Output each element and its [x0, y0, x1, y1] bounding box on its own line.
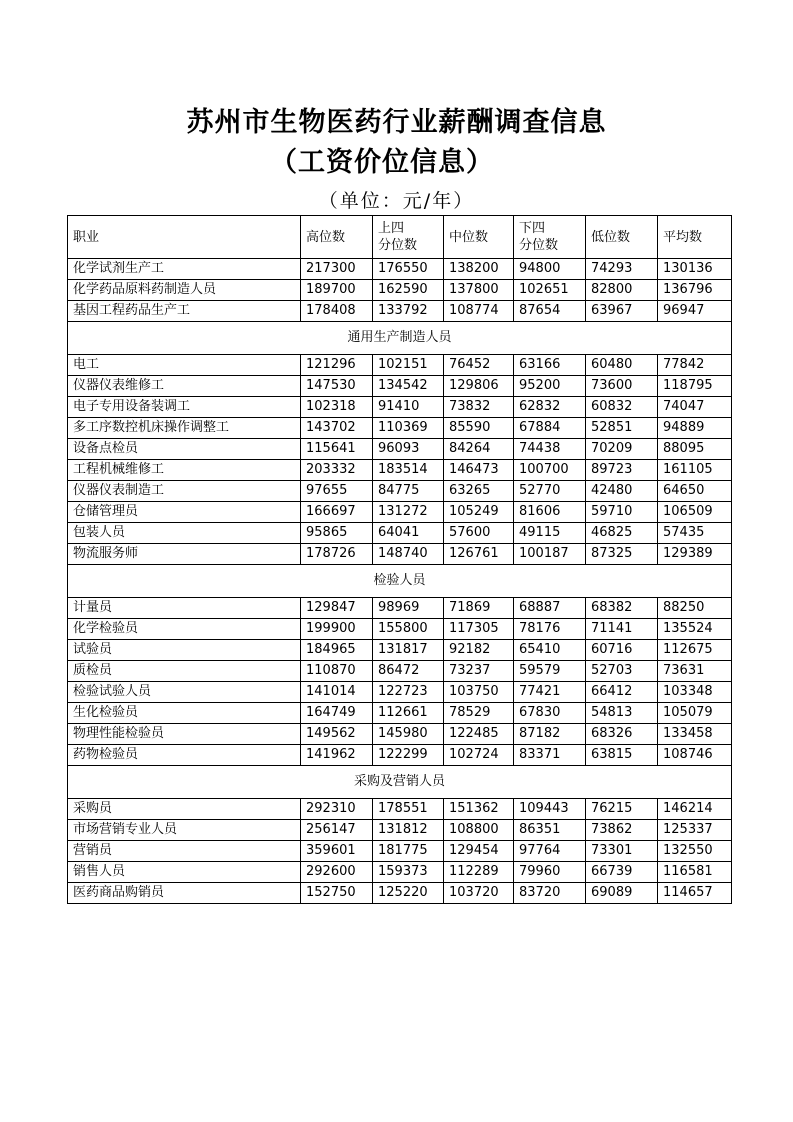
value-cell: 146473 — [444, 460, 514, 481]
value-cell: 63815 — [586, 745, 658, 766]
header-upper-quartile-line1: 上四 — [378, 221, 405, 236]
value-cell: 133792 — [373, 301, 444, 322]
header-job: 职业 — [68, 216, 301, 259]
value-cell: 178408 — [301, 301, 373, 322]
table-row — [68, 418, 732, 439]
value-cell: 162590 — [373, 280, 444, 301]
value-cell: 85590 — [444, 418, 514, 439]
value-cell: 74438 — [514, 439, 586, 460]
table-row — [68, 619, 732, 640]
value-cell: 103750 — [444, 682, 514, 703]
value-cell: 62832 — [514, 397, 586, 418]
value-cell: 60832 — [586, 397, 658, 418]
value-cell: 60716 — [586, 640, 658, 661]
value-cell: 83371 — [514, 745, 586, 766]
table-row — [68, 523, 732, 544]
job-cell: 计量员 — [68, 598, 301, 619]
section-title: 检验人员 — [68, 565, 732, 598]
value-cell: 152750 — [301, 883, 373, 904]
value-cell: 121296 — [301, 355, 373, 376]
table-row — [68, 820, 732, 841]
value-cell: 105249 — [444, 502, 514, 523]
value-cell: 112661 — [373, 703, 444, 724]
table-row — [68, 544, 732, 565]
value-cell: 52851 — [586, 418, 658, 439]
value-cell: 178726 — [301, 544, 373, 565]
value-cell: 108800 — [444, 820, 514, 841]
job-cell: 市场营销专业人员 — [68, 820, 301, 841]
value-cell: 164749 — [301, 703, 373, 724]
value-cell: 83720 — [514, 883, 586, 904]
value-cell: 73237 — [444, 661, 514, 682]
job-cell: 检验试验人员 — [68, 682, 301, 703]
value-cell: 78529 — [444, 703, 514, 724]
value-cell: 57435 — [658, 523, 732, 544]
value-cell: 82800 — [586, 280, 658, 301]
value-cell: 108774 — [444, 301, 514, 322]
value-cell: 84775 — [373, 481, 444, 502]
value-cell: 95200 — [514, 376, 586, 397]
value-cell: 176550 — [373, 259, 444, 280]
value-cell: 183514 — [373, 460, 444, 481]
value-cell: 292310 — [301, 799, 373, 820]
job-cell: 采购员 — [68, 799, 301, 820]
value-cell: 146214 — [658, 799, 732, 820]
value-cell: 131817 — [373, 640, 444, 661]
value-cell: 203332 — [301, 460, 373, 481]
section-row — [68, 565, 732, 598]
job-cell: 销售人员 — [68, 862, 301, 883]
value-cell: 88250 — [658, 598, 732, 619]
value-cell: 103348 — [658, 682, 732, 703]
value-cell: 105079 — [658, 703, 732, 724]
value-cell: 114657 — [658, 883, 732, 904]
job-cell: 电子专用设备装调工 — [68, 397, 301, 418]
value-cell: 73862 — [586, 820, 658, 841]
table-row — [68, 259, 732, 280]
table-row — [68, 640, 732, 661]
value-cell: 57600 — [444, 523, 514, 544]
value-cell: 129806 — [444, 376, 514, 397]
table-row — [68, 862, 732, 883]
value-cell: 77842 — [658, 355, 732, 376]
value-cell: 96093 — [373, 439, 444, 460]
value-cell: 59579 — [514, 661, 586, 682]
unit-label: （单位：元/年） — [318, 190, 475, 212]
value-cell: 59710 — [586, 502, 658, 523]
job-cell: 质检员 — [68, 661, 301, 682]
value-cell: 76452 — [444, 355, 514, 376]
value-cell: 89723 — [586, 460, 658, 481]
salary-table — [67, 215, 732, 904]
value-cell: 102318 — [301, 397, 373, 418]
value-cell: 161105 — [658, 460, 732, 481]
value-cell: 65410 — [514, 640, 586, 661]
value-cell: 97764 — [514, 841, 586, 862]
value-cell: 126761 — [444, 544, 514, 565]
value-cell: 64650 — [658, 481, 732, 502]
value-cell: 118795 — [658, 376, 732, 397]
job-cell: 仪器仪表制造工 — [68, 481, 301, 502]
value-cell: 87325 — [586, 544, 658, 565]
table-row — [68, 703, 732, 724]
value-cell: 94889 — [658, 418, 732, 439]
value-cell: 49115 — [514, 523, 586, 544]
value-cell: 86351 — [514, 820, 586, 841]
value-cell: 147530 — [301, 376, 373, 397]
value-cell: 106509 — [658, 502, 732, 523]
table-row — [68, 460, 732, 481]
value-cell: 91410 — [373, 397, 444, 418]
value-cell: 77421 — [514, 682, 586, 703]
value-cell: 73631 — [658, 661, 732, 682]
value-cell: 141014 — [301, 682, 373, 703]
job-cell: 化学药品原料药制造人员 — [68, 280, 301, 301]
value-cell: 67830 — [514, 703, 586, 724]
value-cell: 133458 — [658, 724, 732, 745]
header-lower-quartile-line1: 下四 — [519, 221, 546, 236]
table-row — [68, 745, 732, 766]
value-cell: 66739 — [586, 862, 658, 883]
value-cell: 181775 — [373, 841, 444, 862]
value-cell: 166697 — [301, 502, 373, 523]
value-cell: 67884 — [514, 418, 586, 439]
table-row — [68, 301, 732, 322]
value-cell: 42480 — [586, 481, 658, 502]
value-cell: 60480 — [586, 355, 658, 376]
header-average: 平均数 — [658, 216, 732, 259]
value-cell: 292600 — [301, 862, 373, 883]
value-cell: 134542 — [373, 376, 444, 397]
table-row — [68, 502, 732, 523]
job-cell: 化学试剂生产工 — [68, 259, 301, 280]
table-row — [68, 280, 732, 301]
header-high: 高位数 — [301, 216, 373, 259]
value-cell: 84264 — [444, 439, 514, 460]
job-cell: 设备点检员 — [68, 439, 301, 460]
value-cell: 125220 — [373, 883, 444, 904]
table-row — [68, 355, 732, 376]
value-cell: 189700 — [301, 280, 373, 301]
value-cell: 74293 — [586, 259, 658, 280]
value-cell: 122299 — [373, 745, 444, 766]
value-cell: 79960 — [514, 862, 586, 883]
value-cell: 54813 — [586, 703, 658, 724]
value-cell: 149562 — [301, 724, 373, 745]
value-cell: 52770 — [514, 481, 586, 502]
value-cell: 69089 — [586, 883, 658, 904]
value-cell: 129454 — [444, 841, 514, 862]
value-cell: 109443 — [514, 799, 586, 820]
value-cell: 70209 — [586, 439, 658, 460]
value-cell: 110369 — [373, 418, 444, 439]
value-cell: 73832 — [444, 397, 514, 418]
table-row — [68, 598, 732, 619]
value-cell: 178551 — [373, 799, 444, 820]
value-cell: 131272 — [373, 502, 444, 523]
value-cell: 132550 — [658, 841, 732, 862]
job-cell: 仓储管理员 — [68, 502, 301, 523]
value-cell: 108746 — [658, 745, 732, 766]
job-cell: 电工 — [68, 355, 301, 376]
value-cell: 73600 — [586, 376, 658, 397]
section-row — [68, 322, 732, 355]
value-cell: 86472 — [373, 661, 444, 682]
value-cell: 63265 — [444, 481, 514, 502]
value-cell: 136796 — [658, 280, 732, 301]
value-cell: 95865 — [301, 523, 373, 544]
job-cell: 包装人员 — [68, 523, 301, 544]
job-cell: 医药商品购销员 — [68, 883, 301, 904]
value-cell: 94800 — [514, 259, 586, 280]
job-cell: 物流服务师 — [68, 544, 301, 565]
job-cell: 基因工程药品生产工 — [68, 301, 301, 322]
value-cell: 96947 — [658, 301, 732, 322]
table-row — [68, 439, 732, 460]
page-subtitle: （工资价位信息） — [270, 147, 494, 178]
value-cell: 98969 — [373, 598, 444, 619]
section-title: 采购及营销人员 — [68, 766, 732, 799]
value-cell: 184965 — [301, 640, 373, 661]
job-cell: 工程机械维修工 — [68, 460, 301, 481]
value-cell: 66412 — [586, 682, 658, 703]
job-cell: 试验员 — [68, 640, 301, 661]
job-cell: 营销员 — [68, 841, 301, 862]
value-cell: 73301 — [586, 841, 658, 862]
header-lower-quartile — [514, 216, 586, 259]
value-cell: 159373 — [373, 862, 444, 883]
value-cell: 155800 — [373, 619, 444, 640]
value-cell: 112675 — [658, 640, 732, 661]
page-title: 苏州市生物医药行业薪酬调查信息 — [186, 107, 607, 138]
value-cell: 102724 — [444, 745, 514, 766]
value-cell: 81606 — [514, 502, 586, 523]
job-cell: 化学检验员 — [68, 619, 301, 640]
table-row — [68, 841, 732, 862]
value-cell: 130136 — [658, 259, 732, 280]
job-cell: 药物检验员 — [68, 745, 301, 766]
value-cell: 217300 — [301, 259, 373, 280]
table-row — [68, 481, 732, 502]
value-cell: 122723 — [373, 682, 444, 703]
value-cell: 256147 — [301, 820, 373, 841]
value-cell: 137800 — [444, 280, 514, 301]
table-row — [68, 376, 732, 397]
value-cell: 143702 — [301, 418, 373, 439]
job-cell: 仪器仪表维修工 — [68, 376, 301, 397]
value-cell: 74047 — [658, 397, 732, 418]
value-cell: 117305 — [444, 619, 514, 640]
value-cell: 76215 — [586, 799, 658, 820]
value-cell: 68887 — [514, 598, 586, 619]
job-cell: 物理性能检验员 — [68, 724, 301, 745]
value-cell: 131812 — [373, 820, 444, 841]
value-cell: 97655 — [301, 481, 373, 502]
value-cell: 68326 — [586, 724, 658, 745]
value-cell: 102651 — [514, 280, 586, 301]
value-cell: 125337 — [658, 820, 732, 841]
value-cell: 141962 — [301, 745, 373, 766]
header-upper-quartile-line2: 分位数 — [378, 238, 418, 253]
value-cell: 100700 — [514, 460, 586, 481]
value-cell: 78176 — [514, 619, 586, 640]
value-cell: 87182 — [514, 724, 586, 745]
table-row — [68, 661, 732, 682]
value-cell: 68382 — [586, 598, 658, 619]
value-cell: 64041 — [373, 523, 444, 544]
value-cell: 71869 — [444, 598, 514, 619]
value-cell: 63967 — [586, 301, 658, 322]
header-lower-quartile-line2: 分位数 — [519, 238, 559, 253]
value-cell: 92182 — [444, 640, 514, 661]
value-cell: 46825 — [586, 523, 658, 544]
table-row — [68, 799, 732, 820]
value-cell: 71141 — [586, 619, 658, 640]
value-cell: 135524 — [658, 619, 732, 640]
value-cell: 145980 — [373, 724, 444, 745]
value-cell: 129847 — [301, 598, 373, 619]
job-cell: 生化检验员 — [68, 703, 301, 724]
value-cell: 129389 — [658, 544, 732, 565]
value-cell: 199900 — [301, 619, 373, 640]
value-cell: 122485 — [444, 724, 514, 745]
section-row — [68, 766, 732, 799]
job-cell: 多工序数控机床操作调整工 — [68, 418, 301, 439]
value-cell: 110870 — [301, 661, 373, 682]
value-cell: 148740 — [373, 544, 444, 565]
table-row — [68, 724, 732, 745]
header-low: 低位数 — [586, 216, 658, 259]
table-header-row — [68, 216, 732, 259]
header-upper-quartile — [373, 216, 444, 259]
value-cell: 151362 — [444, 799, 514, 820]
table-row — [68, 682, 732, 703]
section-title: 通用生产制造人员 — [68, 322, 732, 355]
value-cell: 102151 — [373, 355, 444, 376]
value-cell: 87654 — [514, 301, 586, 322]
value-cell: 359601 — [301, 841, 373, 862]
value-cell: 52703 — [586, 661, 658, 682]
header-median: 中位数 — [444, 216, 514, 259]
table-row — [68, 397, 732, 418]
table-row — [68, 883, 732, 904]
value-cell: 138200 — [444, 259, 514, 280]
value-cell: 100187 — [514, 544, 586, 565]
value-cell: 103720 — [444, 883, 514, 904]
value-cell: 116581 — [658, 862, 732, 883]
value-cell: 63166 — [514, 355, 586, 376]
value-cell: 112289 — [444, 862, 514, 883]
value-cell: 88095 — [658, 439, 732, 460]
value-cell: 115641 — [301, 439, 373, 460]
